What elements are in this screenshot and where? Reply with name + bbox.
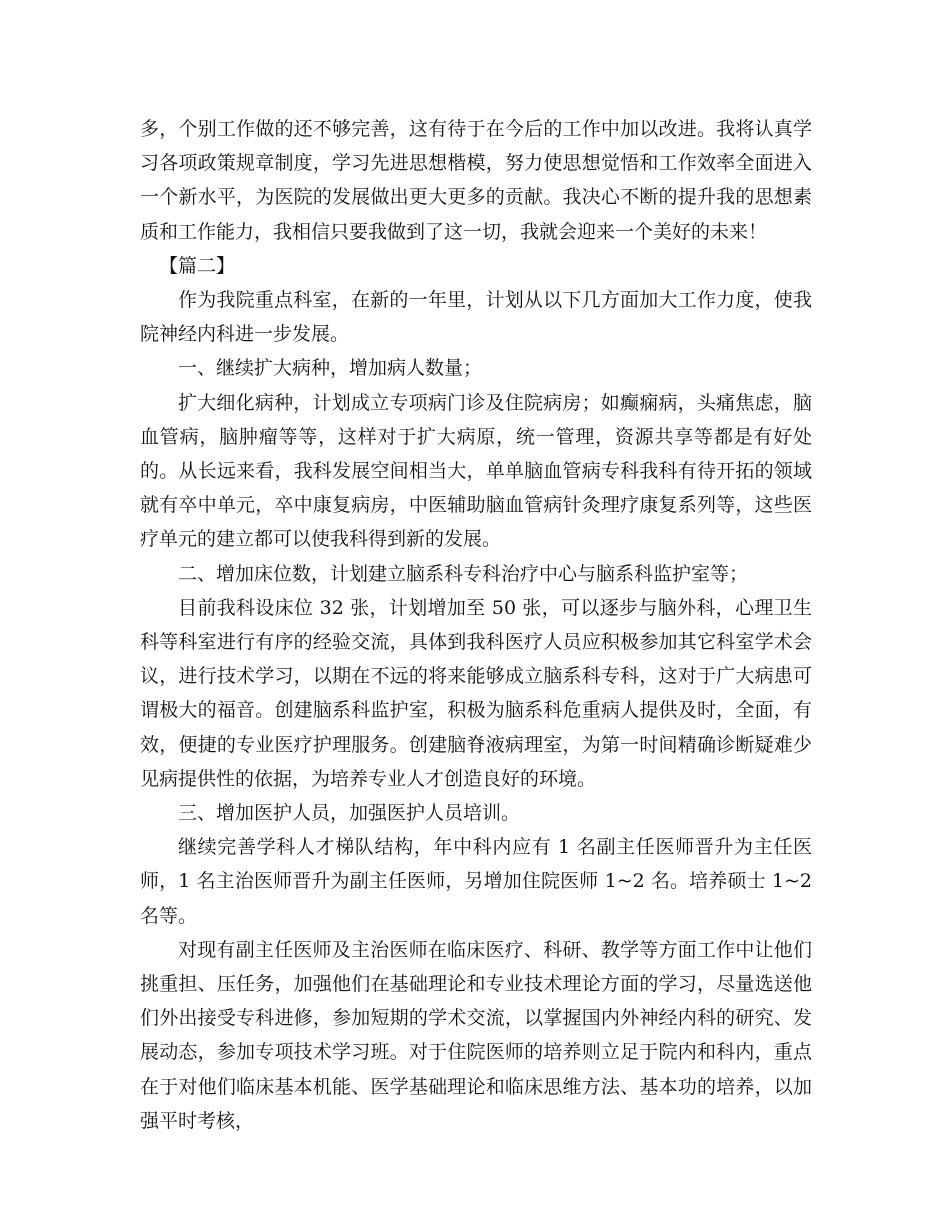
body-paragraph: 目前我科设床位 32 张，计划增加至 50 张，可以逐步与脑外科，心理卫生科等科室进行有序的经验交流，具体到我科医疗人员应积极参加其它科室学术会议，进行技术学习，以期在不远的将来能够成立脑系科专科，这对于广大病患可谓极大的福音。创建脑系科监护室，积极为脑系科危重病人提供及时，全面，有效，便捷的专业医疗护理服务。创建脑脊液病理室，为第一时间精确诊断疑难少见病提供性的依据，为培养专业人才创造良好的环境。 — [140, 596, 812, 790]
body-paragraph: 继续完善学科人才梯队结构，年中科内应有 1 名副主任医师晋升为主任医师，1 名主治医师晋升为副主任医师，另增加住院医师 1~2 名。培养硕士 1~2 名等。 — [140, 836, 812, 927]
subsection-heading: 二、增加床位数，计划建立脑系科专科治疗中心与脑系科监护室等； — [178, 562, 749, 585]
subsection-heading: 一、继续扩大病种，增加病人数量； — [178, 357, 483, 380]
body-paragraph: 扩大细化病种，计划成立专项病门诊及住院病房；如癫痫病，头痛焦虑，脑血管病，脑肿瘤等等，这样对于扩大病原，统一管理，资源共享等都是有好处的。从长远来看，我科发展空间相当大，单单脑血管病专科我科有待开拓的领域就有卒中单元，卒中康复病房，中医辅助脑血管病针灸理疗康复系列等，这些医疗单元的建立都可以使我科得到新的发展。 — [140, 391, 812, 551]
section-heading: 【篇二】 — [159, 254, 236, 277]
subsection-heading: 三、增加医护人员，加强医护人员培训。 — [178, 802, 521, 825]
body-paragraph: 多，个别工作做的还不够完善，这有待于在今后的工作中加以改进。我将认真学习各项政策规章制度，学习先进思想楷模，努力使思想觉悟和工作效率全面进入一个新水平，为医院的发展做出更大更多的贡献。我决心不断的提升我的思想素质和工作能力，我相信只要我做到了这一切，我就会迎来一个美好的未来！ — [140, 118, 812, 243]
body-paragraph: 对现有副主任医师及主治医师在临床医疗、科研、教学等方面工作中让他们挑重担、压任务，加强他们在基础理论和专业技术理论方面的学习，尽量选送他们外出接受专科进修，参加短期的学术交流，以掌握国内外神经内科的研究、发展动态，参加专项技术学习班。对于住院医师的培养则立足于院内和科内，重点在于对他们临床基本机能、医学基础理论和临床思维方法、基本功的培养，以加强平时考核， — [140, 938, 812, 1132]
body-paragraph: 作为我院重点科室，在新的一年里，计划从以下几方面加大工作力度，使我院神经内科进一步发展。 — [140, 289, 812, 346]
document-page — [140, 112, 812, 1138]
